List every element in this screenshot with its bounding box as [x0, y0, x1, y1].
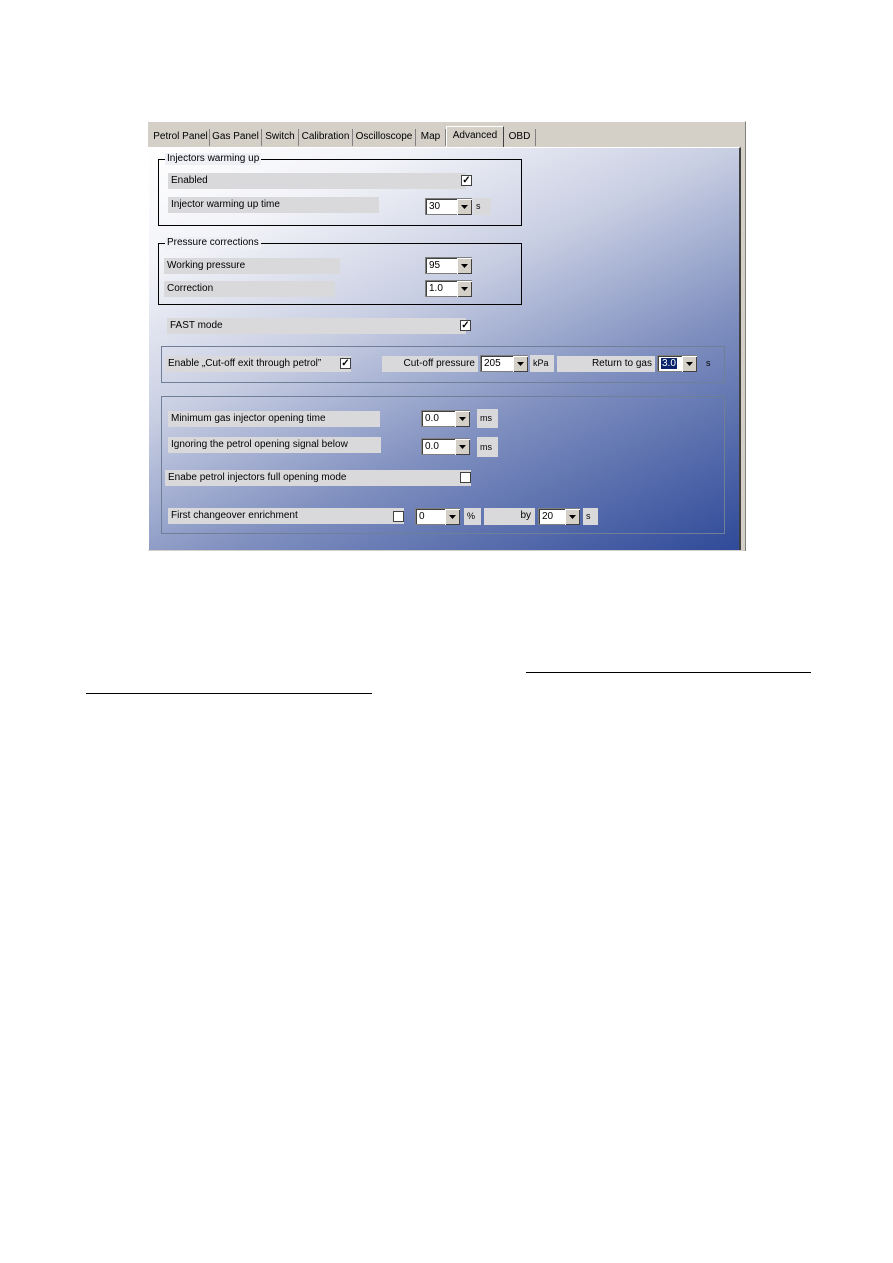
return-to-gas-unit: s: [706, 358, 711, 368]
cutoff-pressure-select[interactable]: [480, 355, 528, 372]
ignore-petrol-value: 0.0: [425, 441, 439, 452]
tab-map[interactable]: Map: [416, 129, 446, 146]
group-title: Injectors warming up: [167, 153, 260, 164]
tab-gas-panel[interactable]: Gas Panel: [210, 129, 262, 146]
enabled-label: Enabled: [168, 173, 466, 189]
chevron-down-icon[interactable]: [455, 439, 470, 455]
warming-time-label: Injector warming up time: [168, 197, 379, 213]
min-injector-value: 0.0: [425, 413, 439, 424]
fast-mode-checkbox[interactable]: ✓: [461, 320, 470, 331]
correction-select[interactable]: [425, 280, 472, 297]
min-injector-unit: ms: [477, 409, 498, 428]
enrichment-checkbox[interactable]: [393, 511, 404, 522]
tab-oscilloscope[interactable]: Oscilloscope: [353, 129, 416, 146]
ignore-petrol-unit: ms: [477, 437, 498, 457]
correction-label: Correction: [164, 281, 335, 297]
chevron-down-icon[interactable]: [457, 199, 472, 215]
return-to-gas-select[interactable]: [657, 355, 697, 372]
by-value: 20: [542, 511, 554, 522]
fast-mode-label: FAST mode: [167, 318, 466, 334]
by-select[interactable]: [538, 508, 580, 525]
cutoff-pressure-label: Cut-off pressure: [382, 356, 478, 372]
cutoff-pressure-value: 205: [484, 358, 501, 369]
cutoff-pressure-unit: kPa: [530, 355, 554, 372]
cutoff-group: [161, 346, 725, 383]
misc-options-group: [161, 396, 725, 534]
tab-bar: [148, 122, 745, 147]
tab-switch[interactable]: Switch: [262, 129, 299, 146]
tab-obd[interactable]: OBD: [504, 129, 536, 146]
enrichment-unit: %: [464, 508, 481, 525]
chevron-down-icon[interactable]: [457, 281, 472, 297]
settings-window: [147, 121, 746, 551]
underline-rule: [526, 672, 811, 673]
warming-time-value: 30: [429, 201, 441, 212]
return-to-gas-label: Return to gas: [557, 356, 655, 372]
enrichment-label: First changeover enrichment: [168, 508, 404, 524]
chevron-down-icon[interactable]: [513, 356, 528, 372]
ignore-petrol-select[interactable]: [421, 438, 470, 455]
pressure-corrections-group: [158, 237, 522, 305]
tab-calibration[interactable]: Calibration: [299, 129, 353, 146]
tab-advanced[interactable]: Advanced: [446, 126, 504, 147]
group-title: Pressure corrections: [167, 237, 259, 248]
min-injector-select[interactable]: [421, 410, 470, 427]
chevron-down-icon[interactable]: [455, 411, 470, 427]
warming-time-select[interactable]: [425, 198, 472, 215]
enabled-checkbox[interactable]: ✓: [462, 175, 471, 186]
chevron-down-icon[interactable]: [457, 258, 472, 274]
underline-rule: [86, 693, 372, 694]
full-opening-checkbox[interactable]: [460, 472, 471, 483]
by-unit: s: [583, 508, 598, 525]
ignore-petrol-label: Ignoring the petrol opening signal below: [168, 437, 381, 453]
chevron-down-icon[interactable]: [445, 509, 460, 525]
injectors-warming-up-group: [158, 153, 522, 226]
warming-time-unit: s: [473, 198, 491, 215]
working-pressure-value: 95: [429, 260, 441, 271]
chevron-down-icon[interactable]: [682, 356, 697, 372]
return-to-gas-value: 3.0: [662, 358, 676, 369]
min-injector-label: Minimum gas injector opening time: [168, 411, 380, 427]
chevron-down-icon[interactable]: [565, 509, 580, 525]
working-pressure-label: Working pressure: [164, 258, 340, 274]
correction-value: 1.0: [429, 283, 443, 294]
enrichment-select[interactable]: [415, 508, 460, 525]
cutoff-enable-label: Enable „Cut-off exit through petrol”: [165, 356, 351, 372]
working-pressure-select[interactable]: [425, 257, 472, 274]
cutoff-enable-checkbox[interactable]: ✓: [341, 358, 350, 369]
by-label: by: [484, 508, 535, 525]
full-opening-label: Enabe petrol injectors full opening mode: [165, 470, 471, 486]
enrichment-value: 0: [419, 511, 425, 522]
tab-petrol-panel[interactable]: Petrol Panel: [152, 129, 210, 146]
advanced-panel: [148, 147, 741, 550]
